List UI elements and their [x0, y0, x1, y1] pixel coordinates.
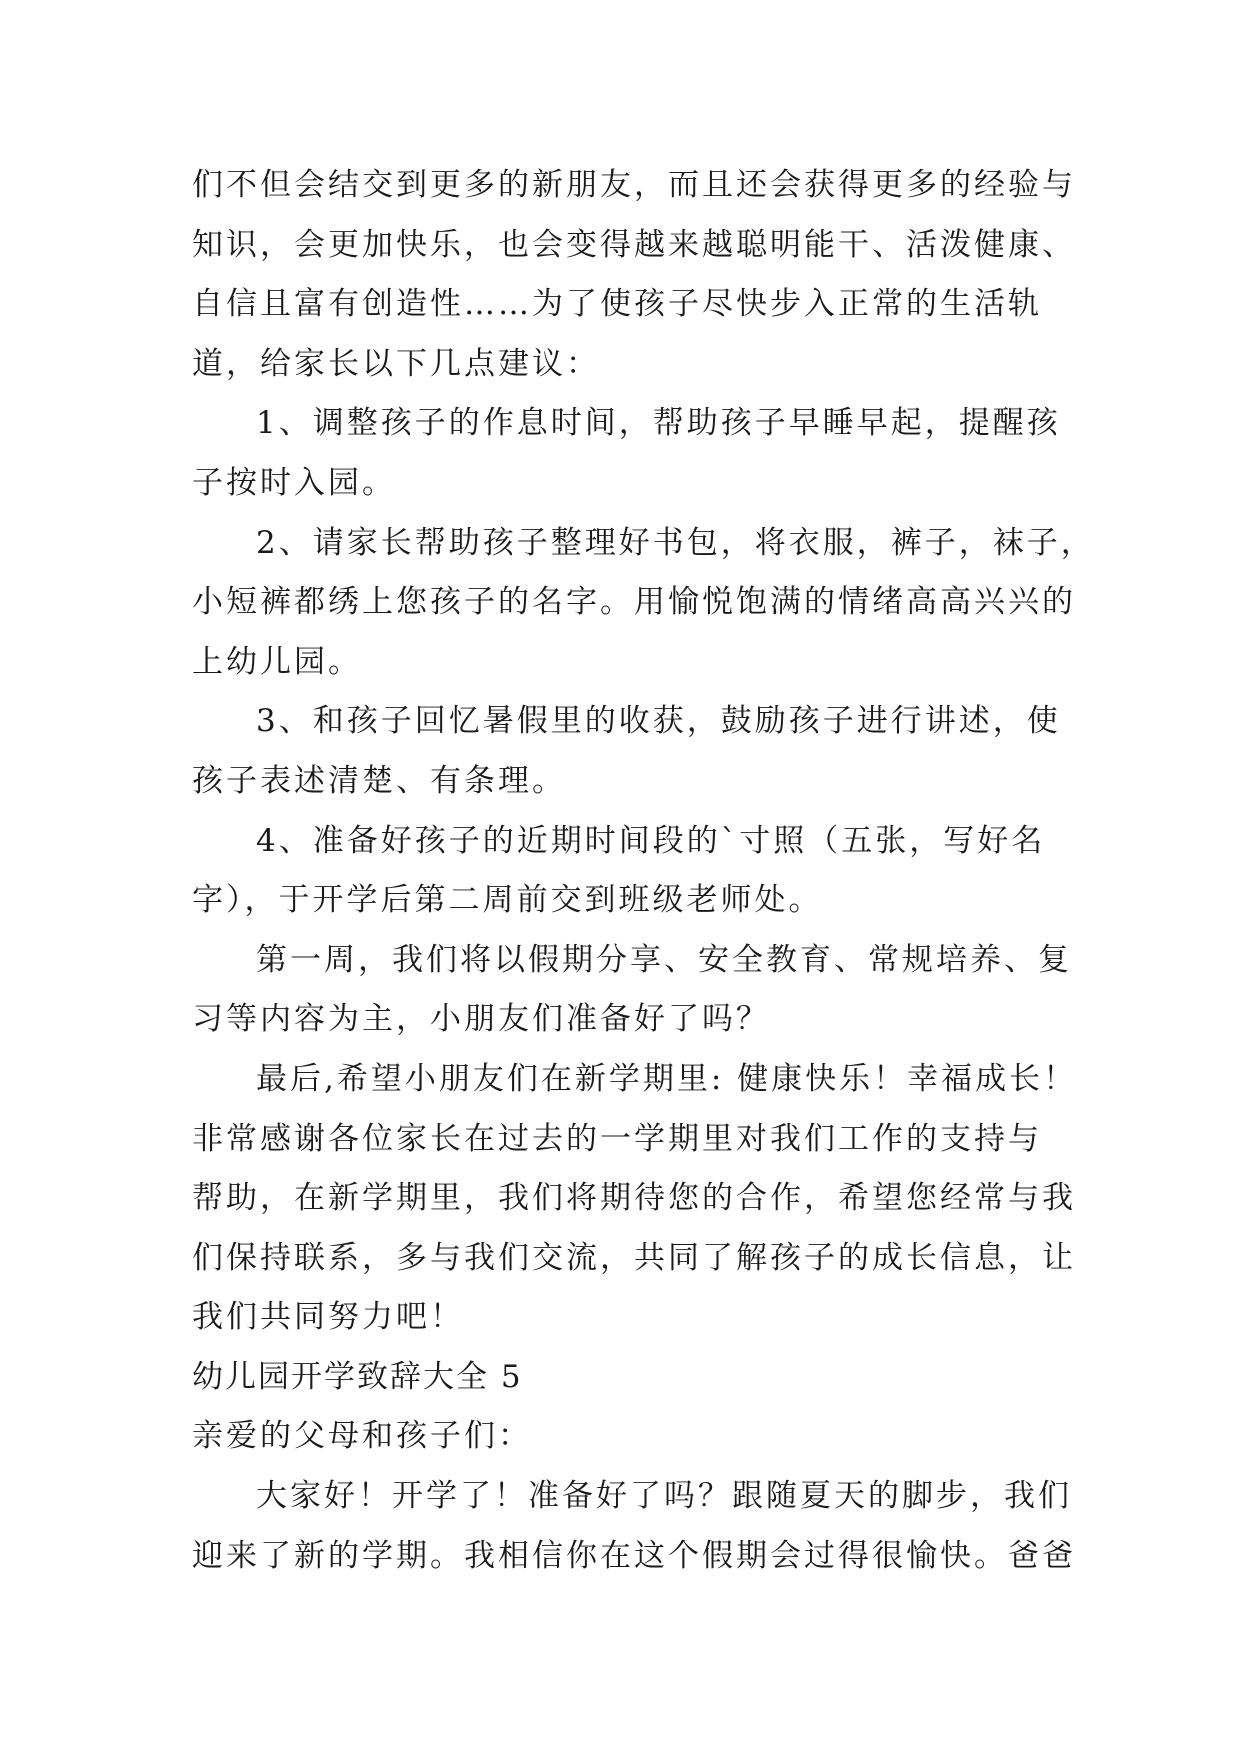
list-item-4-line: 4、准备好孩子的近期时间段的`寸照（五张，写好名 — [256, 822, 1046, 859]
section-heading: 幼儿园开学致辞大全 5 — [192, 1358, 523, 1395]
paragraph-line: 们不但会结交到更多的新朋友，而且还会获得更多的经验与 — [192, 167, 1076, 203]
list-item-1-line: 1、调整孩子的作息时间，帮助孩子早睡早起，提醒孩 — [256, 405, 1061, 442]
paragraph-line: 习等内容为主，小朋友们准备好了吗？ — [192, 1001, 770, 1038]
paragraph-line: 们保持联系，多与我们交流，共同了解孩子的成长信息，让 — [192, 1239, 1076, 1276]
list-item-2-line: 2、请家长帮助孩子整理好书包，将衣服，裤子，袜子， — [256, 524, 1095, 561]
paragraph-line: 我们共同努力吧！ — [192, 1299, 464, 1336]
list-item-1-line: 子按时入园。 — [192, 464, 396, 501]
paragraph-line: 知识，会更加快乐，也会变得越来越聪明能干、活泼健康、 — [192, 226, 1076, 263]
paragraph-line: 大家好！开学了！准备好了吗？跟随夏天的脚步，我们 — [256, 1478, 1072, 1515]
paragraph-line: 最后,希望小朋友们在新学期里: 健康快乐！幸福成长！ — [256, 1060, 1078, 1097]
paragraph-line: 道，给家长以下几点建议： — [192, 345, 600, 382]
list-item-2-line: 小短裤都绣上您孩子的名字。用愉悦饱满的情绪高高兴兴的 — [192, 584, 1076, 621]
document-body — [192, 156, 1095, 1586]
salutation: 亲爱的父母和孩子们： — [192, 1418, 532, 1455]
list-item-2-line: 上幼儿园。 — [192, 643, 362, 680]
paragraph-line: 非常感谢各位家长在过去的一学期里对我们工作的支持与 — [192, 1120, 1042, 1157]
paragraph-line: 帮助，在新学期里，我们将期待您的合作，希望您经常与我 — [192, 1180, 1076, 1217]
list-item-3-line: 孩子表述清楚、有条理。 — [192, 762, 566, 799]
list-item-3-line: 3、和孩子回忆暑假里的收获，鼓励孩子进行讲述，使 — [256, 703, 1061, 740]
paragraph-line: 第一周，我们将以假期分享、安全教育、常规培养、复 — [256, 941, 1072, 978]
paragraph-line: 自信且富有创造性……为了使孩子尽快步入正常的生活轨 — [192, 286, 1042, 323]
paragraph-line: 迎来了新的学期。我相信你在这个假期会过得很愉快。爸爸 — [192, 1537, 1076, 1574]
list-item-4-line: 字），于开学后第二周前交到班级老师处。 — [192, 882, 823, 919]
